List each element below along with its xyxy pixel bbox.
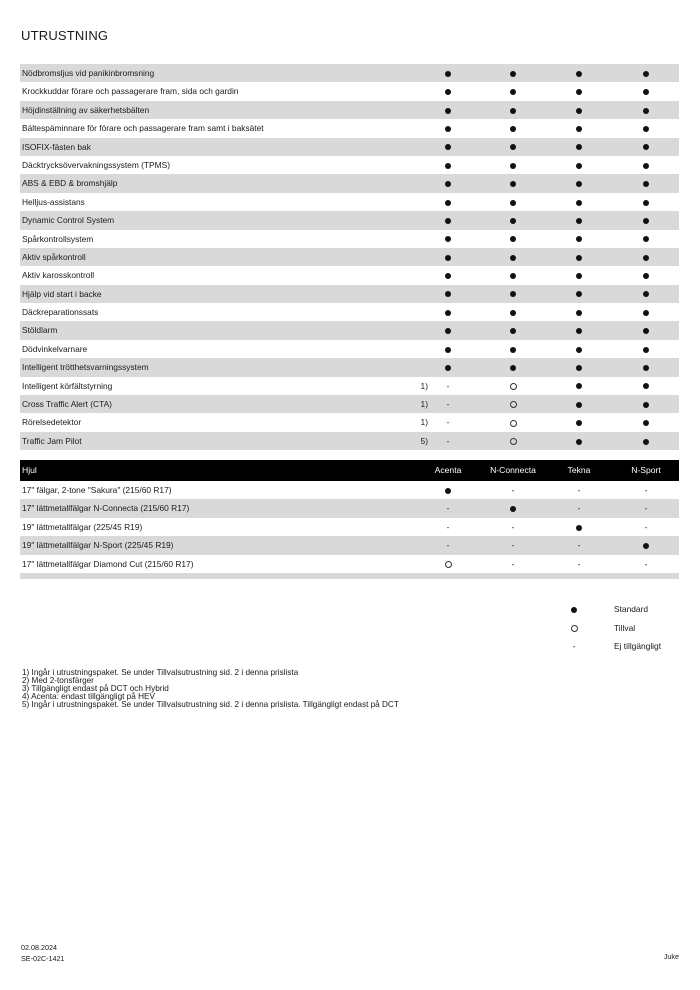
not-available-dash-icon: - [577, 558, 581, 569]
footer-date: 02.08.2024 [21, 943, 57, 952]
row-cell [493, 101, 533, 119]
option-circle-icon [571, 625, 578, 632]
row-cell [626, 555, 666, 573]
row-cell [559, 101, 599, 119]
standard-dot-icon [643, 236, 649, 242]
not-available-dash-icon: - [511, 540, 515, 551]
not-available-dash-icon: - [577, 503, 581, 514]
option-circle-icon [445, 561, 452, 568]
standard-dot-icon [510, 163, 516, 169]
standard-dot-icon [576, 218, 582, 224]
table-row [20, 64, 679, 82]
standard-dot-icon [445, 218, 451, 224]
wheels-rows [20, 481, 679, 573]
row-label: Dynamic Control System [22, 215, 115, 226]
standard-dot-icon [576, 181, 582, 187]
row-label: Aktiv karosskontroll [22, 270, 95, 281]
row-cell [493, 303, 533, 321]
row-label: Aktiv spårkontroll [22, 251, 86, 262]
row-cell [428, 156, 468, 174]
row-cell [626, 358, 666, 376]
standard-dot-icon [643, 200, 649, 206]
footnotes [22, 669, 399, 709]
row-cell [428, 499, 468, 517]
table-row [20, 432, 679, 450]
wheels-table [20, 460, 679, 579]
legend-text: Tillval [614, 622, 636, 633]
row-cell [559, 266, 599, 284]
standard-dot-icon [643, 144, 649, 150]
standard-dot-icon [445, 126, 451, 132]
row-label: Stöldlarm [22, 325, 58, 336]
standard-dot-icon [510, 200, 516, 206]
table-row [20, 101, 679, 119]
row-label: 17" lättmetallfälgar Diamond Cut (215/60 R17) [22, 558, 194, 569]
footnote: 2) Med 2-tonsfärger [22, 675, 94, 685]
footnote: 4) Acenta: endast tillgängligt på HEV [22, 691, 155, 701]
row-label: Spårkontrollsystem [22, 233, 94, 244]
standard-dot-icon [510, 108, 516, 114]
row-cell [559, 518, 599, 536]
row-label: 19" lättmetallfälgar N-Sport (225/45 R19) [22, 540, 174, 551]
row-cell [493, 377, 533, 395]
row-cell [428, 230, 468, 248]
standard-dot-icon [510, 144, 516, 150]
row-cell [626, 340, 666, 358]
standard-dot-icon [445, 328, 451, 334]
footer-model: Juke [663, 952, 679, 961]
table-row [20, 518, 679, 536]
not-available-dash-icon: - [446, 521, 450, 532]
standard-dot-icon [576, 420, 582, 426]
row-cell [559, 64, 599, 82]
standard-dot-icon [445, 310, 451, 316]
row-cell [626, 395, 666, 413]
row-cell [626, 321, 666, 339]
standard-dot-icon [576, 71, 582, 77]
row-cell [493, 413, 533, 431]
row-cell [493, 358, 533, 376]
row-label: Däcktrycksövervakningssystem (TPMS) [22, 159, 170, 170]
row-cell [559, 395, 599, 413]
standard-dot-icon [576, 163, 582, 169]
row-cell [626, 481, 666, 499]
row-cell [559, 432, 599, 450]
row-cell [428, 395, 468, 413]
row-cell [428, 340, 468, 358]
not-available-dash-icon: - [572, 641, 576, 651]
row-cell [626, 285, 666, 303]
row-cell [493, 395, 533, 413]
row-cell [626, 518, 666, 536]
row-cell [493, 518, 533, 536]
row-cell [493, 340, 533, 358]
standard-dot-icon [445, 163, 451, 169]
row-cell [428, 285, 468, 303]
standard-dot-icon [571, 607, 577, 613]
not-available-dash-icon: - [644, 521, 648, 532]
row-footnote-ref: 1) [420, 380, 428, 391]
row-label: Helljus-assistans [22, 196, 85, 207]
row-cell [559, 119, 599, 137]
legend-text: Ej tillgängligt [614, 641, 662, 651]
row-cell [559, 481, 599, 499]
not-available-dash-icon: - [446, 435, 450, 446]
standard-dot-icon [576, 108, 582, 114]
standard-dot-icon [643, 347, 649, 353]
row-cell [626, 119, 666, 137]
row-cell [626, 432, 666, 450]
row-label: Cross Traffic Alert (CTA) [22, 399, 112, 410]
row-label: Dödvinkelvarnare [22, 343, 88, 354]
standard-dot-icon [643, 439, 649, 445]
row-cell [428, 101, 468, 119]
footnote: 5) Ingår i utrustningspaket. Se under Tillvalsutrustning sid. 2 i denna prislista. Tillgängligt endast på DCT [22, 699, 399, 709]
footer-code: SE-02C-1421 [21, 954, 65, 963]
table-row [20, 82, 679, 100]
row-cell [626, 156, 666, 174]
row-cell [428, 432, 468, 450]
standard-dot-icon [576, 310, 582, 316]
footnote: 3) Tillgängligt endast på DCT och Hybrid [22, 683, 169, 693]
standard-dot-icon [643, 291, 649, 297]
row-cell [493, 82, 533, 100]
standard-dot-icon [643, 163, 649, 169]
page-title: UTRUSTNING [21, 28, 109, 43]
row-footnote-ref: 1) [420, 417, 428, 428]
standard-dot-icon [643, 108, 649, 114]
standard-dot-icon [445, 108, 451, 114]
row-cell [428, 193, 468, 211]
not-available-dash-icon: - [511, 558, 515, 569]
standard-dot-icon [510, 328, 516, 334]
row-cell [493, 321, 533, 339]
row-cell [428, 377, 468, 395]
row-cell [559, 230, 599, 248]
standard-dot-icon [643, 89, 649, 95]
row-cell [559, 248, 599, 266]
row-cell [626, 303, 666, 321]
standard-dot-icon [510, 126, 516, 132]
row-cell [626, 377, 666, 395]
row-cell [493, 119, 533, 137]
standard-dot-icon [576, 347, 582, 353]
row-cell [493, 211, 533, 229]
standard-dot-icon [576, 439, 582, 445]
standard-dot-icon [576, 328, 582, 334]
row-cell [493, 266, 533, 284]
table-row [20, 156, 679, 174]
row-cell [428, 303, 468, 321]
table-row [20, 266, 679, 284]
row-label: ISOFIX-fästen bak [22, 141, 91, 152]
row-label: Traffic Jam Pilot [22, 435, 82, 446]
table-row [20, 321, 679, 339]
standard-dot-icon [510, 291, 516, 297]
table-row [20, 193, 679, 211]
row-cell [559, 303, 599, 321]
row-cell [626, 499, 666, 517]
standard-dot-icon [576, 89, 582, 95]
row-cell [493, 138, 533, 156]
row-cell [559, 413, 599, 431]
row-label: Rörelsedetektor [22, 417, 82, 428]
table-row [20, 555, 679, 573]
row-label: Krockkuddar förare och passagerare fram, sida och gardin [22, 86, 239, 97]
standard-dot-icon [643, 383, 649, 389]
standard-dot-icon [643, 218, 649, 224]
not-available-dash-icon: - [644, 558, 648, 569]
standard-dot-icon [643, 543, 649, 549]
row-cell [493, 285, 533, 303]
row-cell [493, 248, 533, 266]
standard-dot-icon [510, 273, 516, 279]
row-cell [493, 64, 533, 82]
standard-dot-icon [643, 181, 649, 187]
row-cell [626, 536, 666, 554]
standard-dot-icon [445, 347, 451, 353]
standard-dot-icon [576, 255, 582, 261]
standard-dot-icon [576, 383, 582, 389]
row-cell [626, 138, 666, 156]
standard-dot-icon [510, 181, 516, 187]
not-available-dash-icon: - [644, 503, 648, 514]
standard-dot-icon [576, 365, 582, 371]
row-footnote-ref: 1) [420, 399, 428, 410]
table-row [20, 377, 679, 395]
row-cell [559, 138, 599, 156]
row-cell [559, 82, 599, 100]
row-cell [559, 340, 599, 358]
table-row [20, 303, 679, 321]
table-row [20, 285, 679, 303]
row-cell [428, 248, 468, 266]
not-available-dash-icon: - [446, 540, 450, 551]
standard-dot-icon [576, 291, 582, 297]
not-available-dash-icon: - [644, 485, 648, 495]
option-circle-icon [510, 383, 517, 390]
row-cell [493, 174, 533, 192]
standard-dot-icon [510, 71, 516, 77]
standard-dot-icon [643, 420, 649, 426]
table-row [20, 230, 679, 248]
standard-dot-icon [576, 236, 582, 242]
row-cell [428, 82, 468, 100]
table-row [20, 395, 679, 413]
not-available-dash-icon: - [511, 485, 515, 495]
legend-symbol [568, 600, 580, 619]
standard-dot-icon [576, 273, 582, 279]
standard-dot-icon [445, 89, 451, 95]
table-row [20, 481, 679, 499]
table-row [20, 358, 679, 376]
row-cell [428, 119, 468, 137]
wheels-header [20, 460, 679, 481]
standard-dot-icon [445, 255, 451, 261]
row-cell [493, 193, 533, 211]
standard-dot-icon [510, 365, 516, 371]
column-acenta: Acenta [434, 465, 462, 475]
column-n-sport: N-Sport [631, 465, 661, 475]
row-label: Hjälp vid start i backe [22, 288, 102, 299]
row-label: ABS & EBD & bromshjälp [22, 178, 118, 189]
not-available-dash-icon: - [577, 485, 581, 495]
row-label: Nödbromsljus vid panikinbromsning [22, 68, 155, 78]
row-cell [626, 101, 666, 119]
row-cell [428, 211, 468, 229]
column-tekna: Tekna [567, 465, 591, 475]
row-cell [493, 555, 533, 573]
row-cell [559, 536, 599, 554]
option-circle-icon [510, 420, 517, 427]
row-cell [428, 138, 468, 156]
row-cell [428, 266, 468, 284]
standard-dot-icon [445, 291, 451, 297]
row-cell [559, 321, 599, 339]
standard-dot-icon [643, 328, 649, 334]
row-cell [493, 499, 533, 517]
row-cell [428, 536, 468, 554]
row-label: 17" lättmetallfälgar N-Connecta (215/60 R17) [22, 503, 190, 514]
row-cell [559, 377, 599, 395]
option-circle-icon [510, 401, 517, 408]
standard-dot-icon [510, 310, 516, 316]
standard-dot-icon [576, 402, 582, 408]
table-row [20, 119, 679, 137]
row-cell [428, 481, 468, 499]
standard-dot-icon [510, 89, 516, 95]
row-cell [428, 174, 468, 192]
standard-dot-icon [510, 236, 516, 242]
standard-dot-icon [510, 347, 516, 353]
row-cell [626, 82, 666, 100]
not-available-dash-icon: - [446, 380, 450, 391]
table-row [20, 138, 679, 156]
standard-dot-icon [510, 255, 516, 261]
standard-dot-icon [445, 71, 451, 77]
row-cell [428, 413, 468, 431]
wheels-header-label: Hjul [22, 465, 37, 475]
standard-dot-icon [510, 506, 516, 512]
row-cell [493, 156, 533, 174]
table-row [20, 413, 679, 431]
row-cell [559, 156, 599, 174]
row-cell [493, 230, 533, 248]
row-cell [626, 248, 666, 266]
not-available-dash-icon: - [446, 417, 450, 428]
row-label: Intelligent körfältstyrning [22, 380, 113, 391]
not-available-dash-icon: - [446, 399, 450, 410]
legend-symbol [568, 619, 580, 638]
row-cell [493, 536, 533, 554]
standard-dot-icon [576, 525, 582, 531]
footnote: 1) Ingår i utrustningspaket. Se under Tillvalsutrustning sid. 2 i denna prislista [22, 668, 299, 677]
row-cell [559, 285, 599, 303]
standard-dot-icon [445, 488, 451, 494]
standard-dot-icon [643, 310, 649, 316]
row-cell [626, 413, 666, 431]
row-label: 17" fälgar, 2-tone "Sakura" (215/60 R17) [22, 485, 172, 495]
standard-dot-icon [576, 144, 582, 150]
row-cell [428, 64, 468, 82]
row-cell [626, 230, 666, 248]
row-cell [626, 266, 666, 284]
table-row [20, 174, 679, 192]
legend-symbol [568, 637, 580, 656]
standard-dot-icon [445, 236, 451, 242]
row-cell [626, 174, 666, 192]
row-cell [428, 321, 468, 339]
standard-dot-icon [445, 200, 451, 206]
not-available-dash-icon: - [446, 503, 450, 514]
standard-dot-icon [576, 126, 582, 132]
row-cell [493, 432, 533, 450]
row-cell [626, 211, 666, 229]
row-cell [559, 193, 599, 211]
standard-dot-icon [643, 71, 649, 77]
row-label: Intelligent trötthetsvarningssystem [22, 362, 149, 373]
row-cell [559, 174, 599, 192]
row-cell [559, 358, 599, 376]
standard-dot-icon [510, 218, 516, 224]
row-cell [428, 518, 468, 536]
row-cell [626, 64, 666, 82]
standard-dot-icon [445, 144, 451, 150]
row-cell [626, 193, 666, 211]
row-label: 19" lättmetallfälgar (225/45 R19) [22, 521, 143, 532]
standard-dot-icon [643, 255, 649, 261]
option-circle-icon [510, 438, 517, 445]
standard-dot-icon [643, 365, 649, 371]
standard-dot-icon [643, 402, 649, 408]
standard-dot-icon [643, 273, 649, 279]
standard-dot-icon [445, 273, 451, 279]
table-row [20, 340, 679, 358]
not-available-dash-icon: - [511, 521, 515, 532]
table-row [20, 499, 679, 517]
standard-dot-icon [576, 200, 582, 206]
row-cell [428, 358, 468, 376]
row-cell [559, 499, 599, 517]
table-row [20, 248, 679, 266]
row-label: Höjdinställning av säkerhetsbälten [22, 104, 150, 115]
table-end-bar [20, 573, 679, 579]
row-cell [559, 555, 599, 573]
row-cell [428, 555, 468, 573]
safety-equipment-table [20, 64, 679, 450]
table-row [20, 211, 679, 229]
standard-dot-icon [445, 181, 451, 187]
row-label: Bältespäminnare för förare och passagerare fram samt i baksätet [22, 123, 264, 134]
footer-info [21, 942, 65, 964]
standard-dot-icon [643, 126, 649, 132]
not-available-dash-icon: - [577, 540, 581, 551]
table-row [20, 536, 679, 554]
column-n-connecta: N-Connecta [490, 465, 536, 475]
row-cell [559, 211, 599, 229]
standard-dot-icon [445, 365, 451, 371]
row-cell [493, 481, 533, 499]
legend-text: Standard [614, 604, 648, 614]
row-label: Däckreparationssats [22, 307, 99, 318]
row-footnote-ref: 5) [420, 435, 428, 446]
